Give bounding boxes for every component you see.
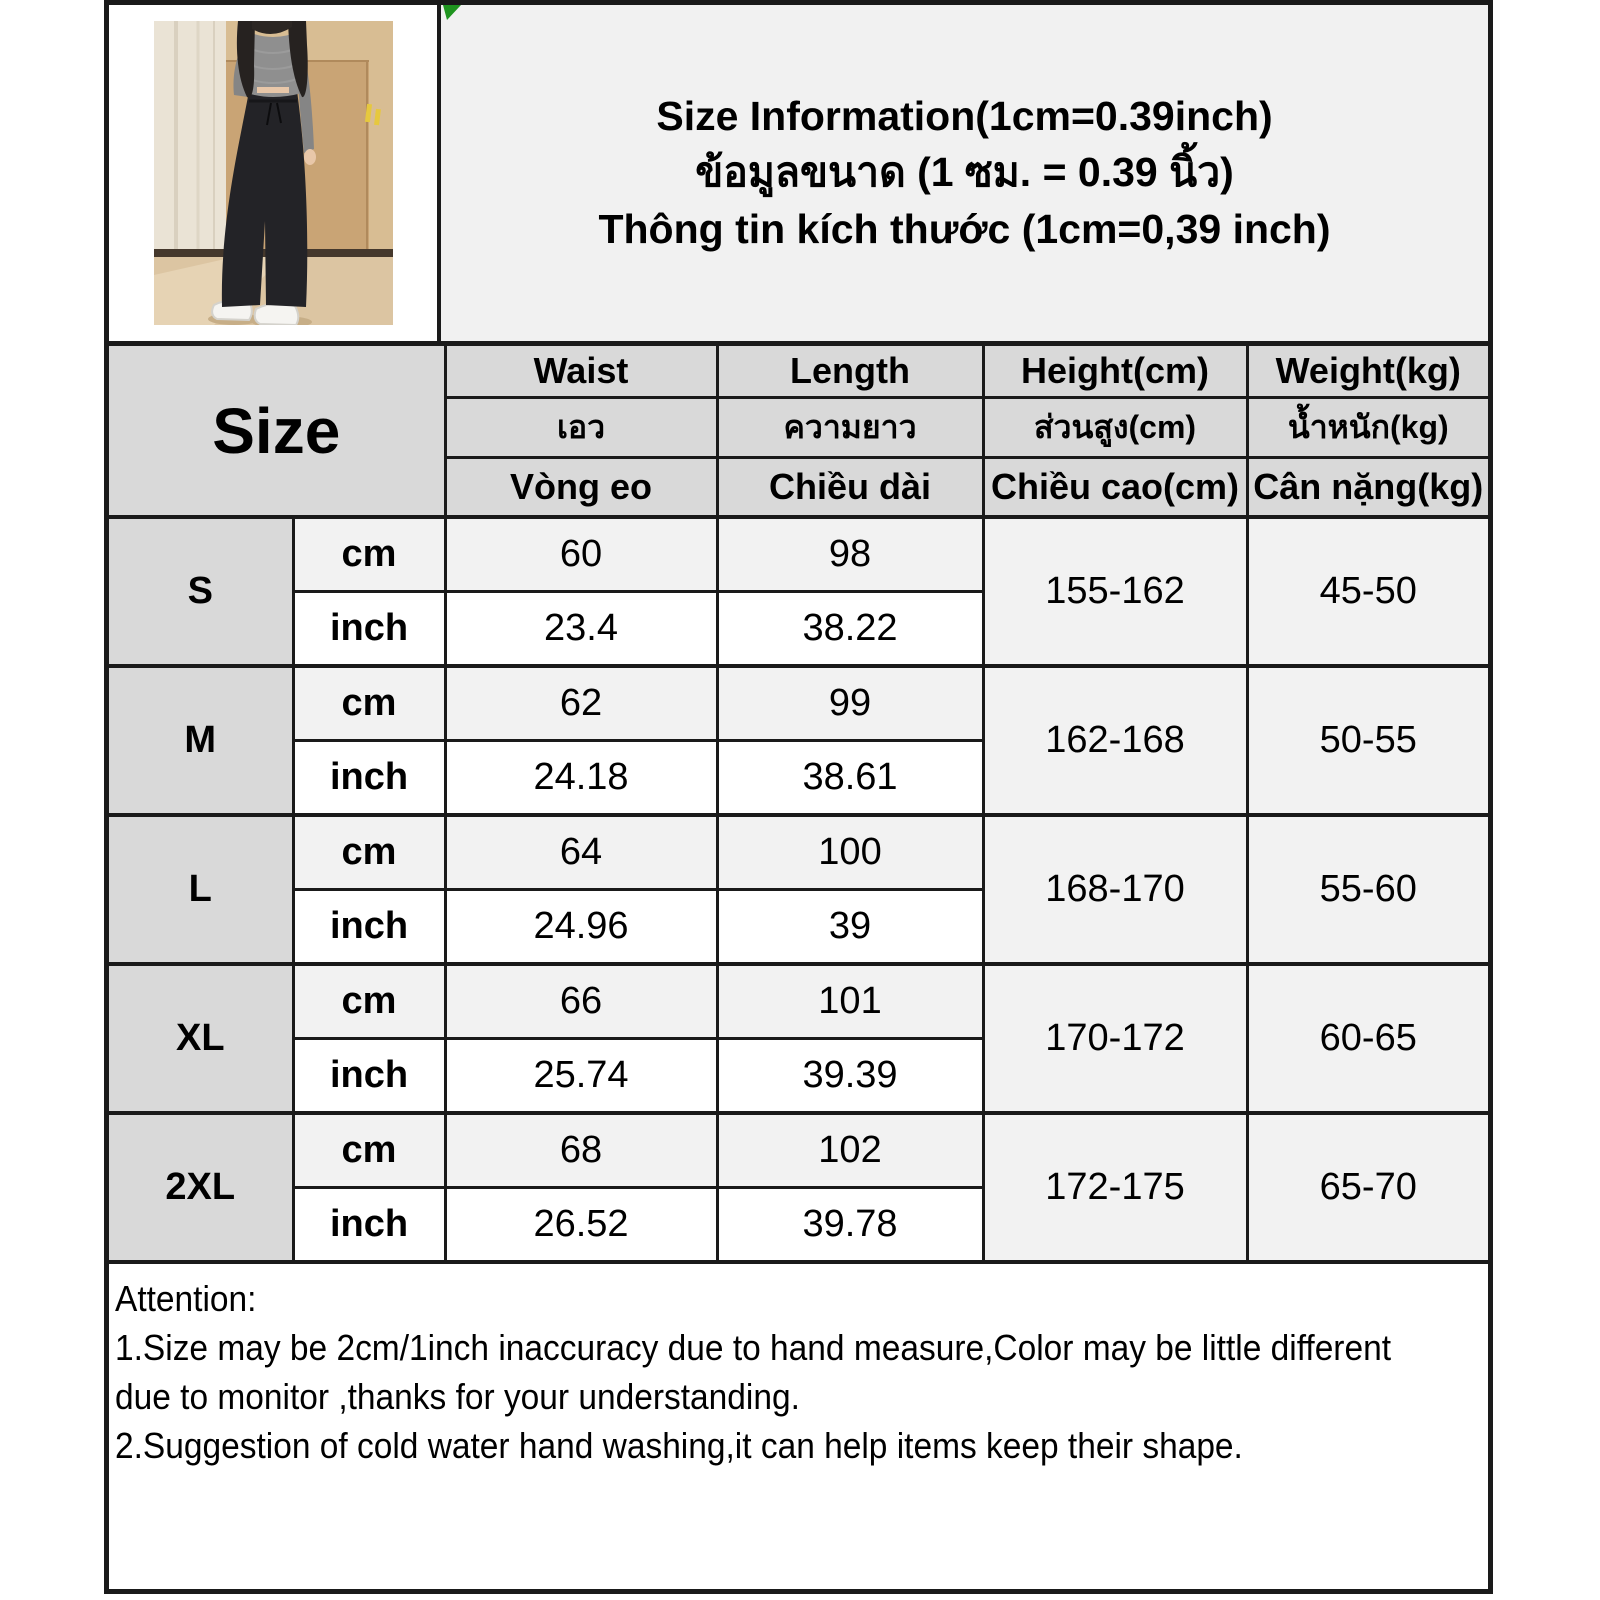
size-label-cell: 2XL — [109, 1113, 293, 1260]
length-cm-value: 100 — [717, 815, 983, 890]
unit-label-cell: inch — [293, 890, 445, 965]
attention-heading: Attention: — [115, 1278, 257, 1319]
size-chart-panel — [104, 0, 1493, 1594]
product-photo-cell — [109, 5, 441, 341]
waist-inch-value: 26.52 — [445, 1188, 717, 1261]
length-cm-value: 99 — [717, 666, 983, 741]
header-height-vi: Chiều cao(cm) — [983, 458, 1247, 518]
green-corner-icon — [443, 5, 461, 20]
header-row-en — [109, 346, 1488, 398]
product-photo — [154, 21, 393, 325]
weight-range-cell: 50-55 — [1247, 666, 1488, 815]
weight-range-cell: 60-65 — [1247, 964, 1488, 1113]
unit-label-cell: cm — [293, 815, 445, 890]
header-length-vi: Chiều dài — [717, 458, 983, 518]
size-label-cell: M — [109, 666, 293, 815]
length-cm-value: 101 — [717, 964, 983, 1039]
table-row — [109, 964, 1488, 1039]
height-range-cell: 170-172 — [983, 964, 1247, 1113]
height-range-cell: 168-170 — [983, 815, 1247, 964]
title-line-thai: ข้อมูลขนาด (1 ซม. = 0.39 นิ้ว) — [695, 149, 1234, 196]
length-cm-value: 102 — [717, 1113, 983, 1188]
weight-range-cell: 45-50 — [1247, 517, 1488, 666]
header-height-en: Height(cm) — [983, 346, 1247, 398]
attention-note-line: 1.Size may be 2cm/1inch inaccuracy due to hand measure,Color may be little different — [115, 1327, 1392, 1368]
waist-inch-value: 23.4 — [445, 592, 717, 667]
length-inch-value: 39.39 — [717, 1039, 983, 1114]
top-section — [109, 5, 1488, 346]
header-height-th: ส่วนสูง(cm) — [983, 398, 1247, 458]
attention-note-line: due to monitor ,thanks for your understanding. — [115, 1376, 800, 1417]
size-label-cell: L — [109, 815, 293, 964]
unit-label-cell: cm — [293, 666, 445, 741]
waist-inch-value: 24.96 — [445, 890, 717, 965]
header-weight-en: Weight(kg) — [1247, 346, 1488, 398]
weight-range-cell: 65-70 — [1247, 1113, 1488, 1260]
table-row — [109, 666, 1488, 741]
attention-section — [109, 1260, 1488, 1470]
weight-range-cell: 55-60 — [1247, 815, 1488, 964]
length-inch-value: 39 — [717, 890, 983, 965]
attention-note-line: 2.Suggestion of cold water hand washing,it can help items keep their shape. — [115, 1425, 1243, 1466]
unit-label-cell: cm — [293, 517, 445, 592]
length-inch-value: 38.61 — [717, 741, 983, 816]
header-waist-vi: Vòng eo — [445, 458, 717, 518]
waist-cm-value: 66 — [445, 964, 717, 1039]
unit-label-cell: inch — [293, 1188, 445, 1261]
header-length-en: Length — [717, 346, 983, 398]
header-waist-th: เอว — [445, 398, 717, 458]
header-waist-en: Waist — [445, 346, 717, 398]
header-length-th: ความยาว — [717, 398, 983, 458]
size-table — [109, 346, 1488, 1260]
length-inch-value: 39.78 — [717, 1188, 983, 1261]
length-inch-value: 38.22 — [717, 592, 983, 667]
unit-label-cell: inch — [293, 741, 445, 816]
table-row — [109, 1113, 1488, 1188]
length-cm-value: 98 — [717, 517, 983, 592]
height-range-cell: 162-168 — [983, 666, 1247, 815]
title-section — [441, 5, 1488, 341]
unit-label-cell: inch — [293, 1039, 445, 1114]
height-range-cell: 172-175 — [983, 1113, 1247, 1260]
waist-inch-value: 24.18 — [445, 741, 717, 816]
title-line-en: Size Information(1cm=0.39inch) — [656, 93, 1273, 140]
unit-label-cell: cm — [293, 1113, 445, 1188]
size-label-cell: S — [109, 517, 293, 666]
title-line-vietnamese: Thông tin kích thước (1cm=0,39 inch) — [598, 205, 1331, 252]
unit-label-cell: inch — [293, 592, 445, 667]
table-row — [109, 815, 1488, 890]
header-size: Size — [109, 346, 445, 517]
waist-inch-value: 25.74 — [445, 1039, 717, 1114]
waist-cm-value: 62 — [445, 666, 717, 741]
height-range-cell: 155-162 — [983, 517, 1247, 666]
waist-cm-value: 64 — [445, 815, 717, 890]
waist-cm-value: 60 — [445, 517, 717, 592]
table-row — [109, 517, 1488, 592]
unit-label-cell: cm — [293, 964, 445, 1039]
size-label-cell: XL — [109, 964, 293, 1113]
header-weight-vi: Cân nặng(kg) — [1247, 458, 1488, 518]
waist-cm-value: 68 — [445, 1113, 717, 1188]
header-weight-th: น้ำหนัก(kg) — [1247, 398, 1488, 458]
